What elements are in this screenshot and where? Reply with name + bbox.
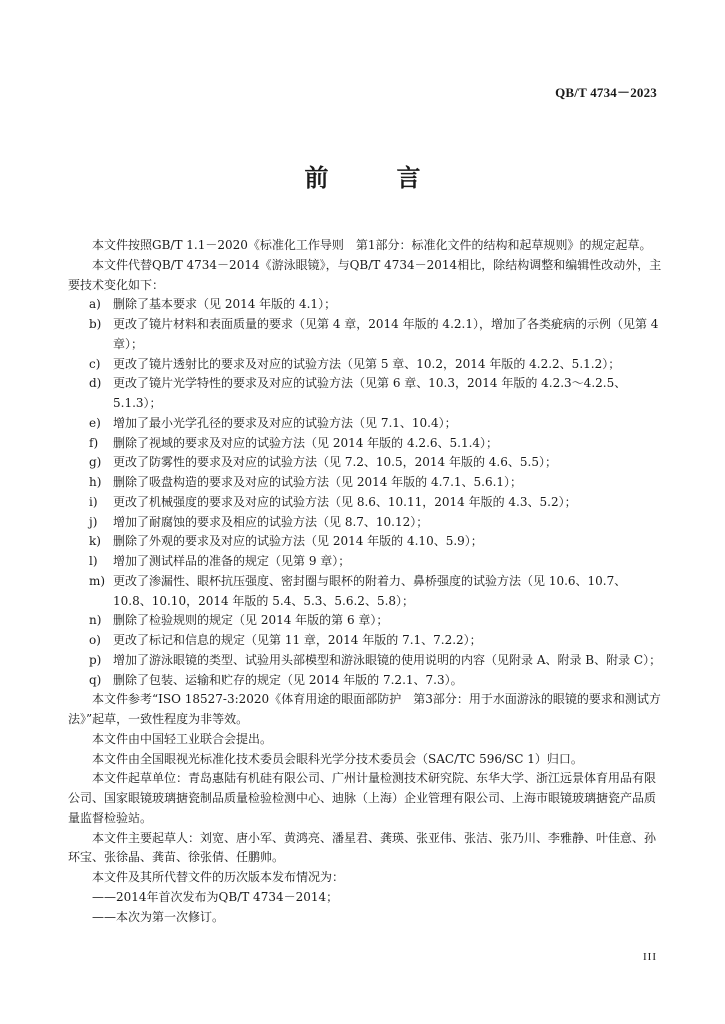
list-item: [68, 493, 662, 513]
list-item: [68, 513, 662, 533]
intro-paragraph: 本文件代替QB/T 4734－2014《游泳眼镜》，与QB/T 4734－2014相比，除结构调整和编辑性改动外，主要技术变化如下：: [68, 257, 662, 292]
standard-code: QB/T 4734－2023: [555, 85, 657, 100]
list-item: [68, 651, 662, 671]
list-marker: d): [89, 376, 102, 391]
list-marker: q): [89, 672, 102, 687]
list-item: [68, 434, 662, 454]
list-item: [68, 611, 662, 631]
version-history-item: ——2014年首次发布为QB/T 4734－2014；: [92, 889, 339, 904]
list-item-text: 删除了基本要求（见 2014 年版的 4.1）；: [113, 297, 337, 312]
list-item-text: 更改了镜片材料和表面质量的要求（见第 4 章，2014 年版的 4.2.1），增加了各类疵病的示例（见第 4 章）；: [113, 317, 659, 351]
list-item-text: 删除了包装、运输和贮存的规定（见 2014 年版的 7.2.1、7.3）。: [113, 672, 463, 687]
list-item: [68, 374, 662, 414]
list-item-text: 增加了耐腐蚀的要求及相应的试验方法（见 8.7、10.12）；: [113, 514, 429, 529]
list-marker: n): [89, 613, 102, 628]
list-item-text: 更改了镜片透射比的要求及对应的试验方法（见第 5 章、10.2，2014 年版的 4.2.2、5.1.2）；: [113, 356, 621, 371]
version-history-intro: 本文件及其所代替文件的历次版本发布情况为：: [92, 870, 345, 884]
list-item-text: 更改了防雾性的要求及对应的试验方法（见 7.2、10.5，2014 年版的 4.6、5.5）；: [113, 455, 557, 470]
list-item-text: 更改了渗漏性、眼杯抗压强度、密封圈与眼杯的附着力、鼻桥强度的试验方法（见 10.6、10.7、10.8、10.10，2014 年版的 5.4、5.3、5.6.2、5.8）；: [113, 573, 627, 608]
list-marker: f): [89, 435, 99, 450]
committee-statement: 本文件由全国眼视光标准化技术委员会眼科光学分技术委员会（SAC/TC 596/SC 1）归口。: [92, 751, 583, 766]
list-item-text: 增加了最小光学孔径的要求及对应的试验方法（见 7.1、10.4）；: [113, 415, 457, 430]
list-marker: b): [89, 317, 102, 331]
list-item-text: 删除了外观的要求及对应的试验方法（见 2014 年版的 4.10、5.9）；: [113, 534, 483, 549]
list-marker: a): [89, 297, 101, 312]
intro-paragraph: 本文件按照GB/T 1.1－2020《标准化工作导则 第1部分：标准化文件的结构和起草规则》的规定起草。: [92, 238, 652, 252]
version-history-item: ——本次为第一次修订。: [92, 909, 225, 924]
list-marker: m): [89, 573, 106, 588]
list-marker: i): [89, 494, 98, 509]
list-item-text: 更改了标记和信息的规定（见第 11 章，2014 年版的 7.1、7.2.2）；: [113, 633, 482, 647]
list-item: [68, 572, 662, 612]
list-item: [68, 414, 662, 434]
page-number: III: [643, 951, 657, 963]
list-item-text: 增加了测试样品的准备的规定（见第 9 章）；: [113, 554, 351, 568]
list-item: [68, 532, 662, 552]
list-marker: o): [89, 633, 101, 647]
list-marker: k): [89, 534, 101, 549]
list-marker: l): [89, 554, 98, 568]
page-title: 前 言: [304, 164, 443, 192]
list-item: [68, 315, 662, 355]
foreword-body: [68, 236, 662, 927]
proposer-statement: 本文件由中国轻工业联合会提出。: [92, 731, 273, 746]
reference-statement: 本文件参考“ISO 18527-3:2020《体育用途的眼面部防护 第3部分：用于水面游泳的眼镜的要求和测试方法》”起草，一致性程度为非等效。: [68, 692, 661, 726]
list-item-text: 更改了机械强度的要求及对应的试验方法（见 8.6、10.11，2014 年版的 4.3、5.2）；: [113, 494, 577, 509]
list-item-text: 更改了镜片光学特性的要求及对应的试验方法（见第 6 章、10.3，2014 年版的 4.2.3～4.2.5、5.1.3）；: [113, 376, 627, 410]
list-item-text: 删除了检验规则的规定（见 2014 年版的第 6 章）；: [113, 613, 389, 628]
list-item: [68, 552, 662, 572]
list-marker: c): [89, 356, 101, 371]
drafting-units: 本文件起草单位：青岛惠陆有机硅有限公司、广州计量检测技术研究院、东华大学、浙江远景体育用品有限公司、国家眼镜玻璃搪瓷制品质量检验检测中心、迪脉（上海）企业管理有限公司、上海市眼镜玻璃搪瓷产品质量监督检验站。: [68, 771, 657, 825]
list-marker: h): [89, 475, 102, 489]
list-item-text: 删除了视域的要求及对应的试验方法（见 2014 年版的 4.2.6、5.1.4）；: [113, 435, 499, 450]
list-item-text: 删除了吸盘构造的要求及对应的试验方法（见 2014 年版的 4.7.1、5.6.1）；: [113, 475, 523, 489]
list-item: [68, 631, 662, 651]
list-item: [68, 355, 662, 375]
list-item: [68, 671, 662, 691]
list-item-text: 增加了游泳眼镜的类型、试验用头部模型和游泳眼镜的使用说明的内容（见附录 A、附录 B、附录 C）；: [113, 652, 662, 667]
list-marker: j): [89, 514, 98, 529]
technical-changes-list: [68, 295, 662, 690]
list-item: [68, 453, 662, 473]
drafters: 本文件主要起草人：刘宽、唐小军、黄鸿亮、潘星君、龚瑛、张亚伟、张洁、张乃川、李雅静、叶佳意、孙环宝、张徐晶、龚苗、徐张倩、任鹏帅。: [68, 830, 657, 865]
list-item: [68, 473, 662, 493]
list-item: [68, 295, 662, 315]
list-marker: p): [89, 652, 102, 667]
list-marker: e): [89, 415, 101, 430]
list-marker: g): [89, 455, 102, 470]
